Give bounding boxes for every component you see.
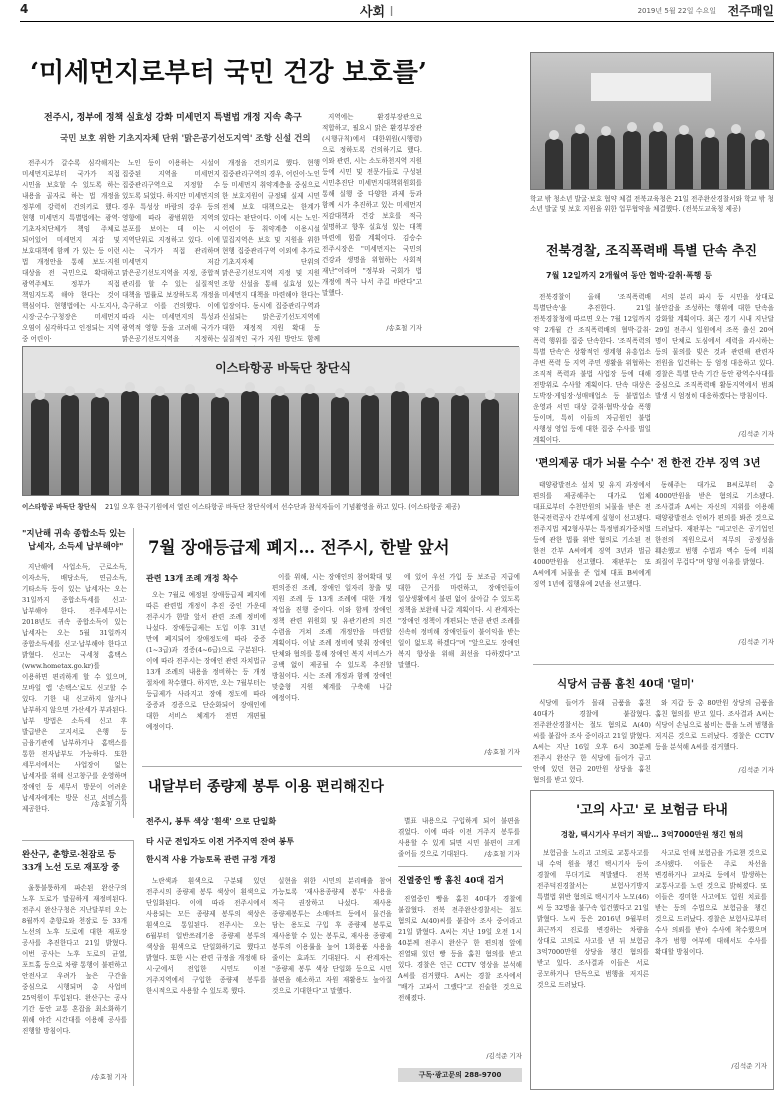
person-silhouette	[597, 135, 615, 189]
main-article-col4: 지역에는 환경부장관으로 적합하고, 필요시 맑은 환경부장관(시행규칙)에서 대한위원(시행령)으로 정하도록 건의하기로 했다. 이와 관련, 시는 소도하천지역 지원 등에 시민 및 전문가들로 구성된 시민추진단 미세먼지대책위원회를 통해 실행 중 다양한 과제 등과 함께 시가 추진하고 있는 미세먼지 저감대책과 건강 보호를 적극 설명하고 향후 실효성 있는 대책 마련에 힘쓸 계획이다. 김승수 전주시장은 "미세먼지는 국민의 건강과 생명을 위협하는 사회적 재난"이라며 "정부와 국회가 법 개정에 적극 나서 주길 바란다"고 말했다.	[322, 113, 422, 297]
tax-box-byline: /송효철 기자	[91, 800, 127, 808]
restaurant-col2: 와 지갑 등 총 80만원 상당의 금품을 훔친 혐의를 받고 있다. 조사결과 A씨는 식당이 손님으로 붐비는 틈을 노려 범행을 저지른 것으로 드러났다. 경찰은 CCTV 등을 분석해 A씨를 검거했다.	[655, 699, 774, 751]
road-box-byline: /송효철 기자	[91, 1073, 127, 1081]
person-silhouette	[623, 131, 641, 189]
disability-col3: 에 있어 우선 가입 등 보조금 지급에 대한 근거를 마련하고, 장애인들이 일상생활에서 불편 없이 살아갈 수 있도록 정책을 보완해 나갈 계획이다. 시 관계자는 "장애인 정책이 개편되는 만큼 관련 조례를 신속히 정비해 장애인들이 불이익을 받는 일이 없도록 하겠다"며 "앞으로도 장애인 복지 향상을 위해 최선을 다하겠다"고 말했다.	[398, 573, 520, 669]
person-silhouette	[675, 134, 693, 189]
subscription-ad: 구독·광고문의 288-9700	[398, 1068, 522, 1082]
bread-theft-wrap	[398, 894, 522, 1066]
person-silhouette	[151, 395, 169, 495]
person-silhouette	[727, 133, 745, 189]
bribery-headline: '편의제공 대가 뇌물 수수' 전 한전 간부 징역 3년	[535, 457, 761, 469]
restaurant-byline: /김석준 기자	[738, 766, 774, 774]
garbage-byline: /송효철 기자	[484, 850, 520, 858]
photo-banner-text: 이스타항공 바둑단 창단식	[215, 361, 351, 375]
divider	[533, 444, 774, 445]
insurance-headline: '고의 사고' 로 보험금 타내	[576, 803, 728, 818]
person-silhouette	[211, 397, 229, 495]
person-silhouette	[91, 397, 109, 495]
police-col2: 서의 분리 파시 등 시민을 상대로 불안감을 조성하는 행위에 대한 단속을 강화할 계획이다. 최근 경기 시내 지난달 29일 전주시 일원에서 조폭 출신 20여 명이 단체로 도심에서 세력을 과시하는 등의 물의를 빚은 것과 관련해 관련자 전원을 입건하는 등 엄정 대응하고 있다. 경찰은 특별 단속 기간 동안 광역수사대를 중심으로 조직폭력배 활동지역에서 범죄 발생 시 엄정히 대응하겠다는 방침이다.	[655, 293, 774, 400]
person-silhouette	[649, 131, 667, 189]
disability-subhead: 관련 13개 조례 개정 착수	[146, 574, 238, 583]
insurance-box	[530, 790, 774, 1090]
main-article-byline: /송효철 기자	[386, 324, 422, 332]
restaurant-headline: 식당서 금품 훔친 40대 '덜미'	[557, 678, 695, 690]
bribery-col1: 태양광발전소 설치 및 유지 과정에서 편의를 제공해주는 대가로 업체 대표로부터 수천만원의 뇌물을 받은 전 한국전력공사 간부에게 실형이 선고됐다. 전주지법 제2형사부는 특정범죄가중처벌 등에 관한 법률 위반 혐의로 기소된 전 한전 간부 A씨에게 징역 3년과 벌금 4000만원을 선고했다. 재판부는 또 A씨에게 뇌물을 준 업체 대표 B씨에게 징역 1년에 집행유예 2년을 선고했다.	[533, 481, 651, 588]
garbage-col2: 실현을 위한 시민의 분리배출 참여 가능토록 '재사용종량제 봉투' 사용을 적극 권장하고 나섰다. 재사용 종량제봉투는 소매마트 등에서 물건을 담는 용도로 구입 후 종량제 봉투로 재사용할 수 있는 봉투로, 재사용 종량제 봉투의 이용률을 높여 1회용품 사용을 줄이는 효과도 기대된다. 시 관계자는 "종량제 봉투 색상 단일화 등으로 시민 불편을 해소하고 자원 재활용도 높아질 것으로 기대한다"고 말했다.	[272, 877, 392, 995]
police-headline: 전북경찰, 조직폭력배 특별 단속 추진	[546, 244, 757, 259]
person-silhouette	[421, 397, 439, 495]
person-silhouette	[451, 395, 469, 495]
garbage-subhead-3: 한시적 사용 가능토록 관련 규정 개정	[146, 855, 276, 864]
garbage-subhead-1: 전주시, 봉투 색상 '흰색' 으로 단일화	[146, 817, 277, 826]
insurance-col2-wrap	[655, 848, 767, 1074]
section-name: 사회 I	[360, 5, 394, 20]
bread-theft-byline: /김석준 기자	[486, 1052, 522, 1060]
garbage-col1: 노란색과 흰색으로 구분돼 있던 전주시의 종량제 봉투 색상이 흰색으로 단일화된다. 이에 따라 전주시에서 사용되는 모든 종량제 봉투의 색상은 흰색으로 통일된다. 전주시는 오는 6월부터 일반쓰레기용 종량제 봉투의 색상을 흰색으로 단일화하기로 했다고 밝혔다. 또한 시는 관련 규정을 개정해 타 시·군에서 전입한 시민도 이전 거주지역에서 구입한 종량제 봉투를 한시적으로 사용할 수 있도록 했다.	[146, 877, 266, 995]
insurance-col1: 보험금을 노리고 고의로 교통사고를 내 수억 원을 챙긴 택시기사 등이 경찰에 무더기로 적발됐다. 전북 전주덕진경찰서는 보험사기방지 특별법 위반 혐의로 택시기사 노모(46)씨 등 32명을 불구속 입건했다고 21일 밝혔다. 노씨 등은 2016년 9월부터 최근까지 진로를 변경하는 차량을 상대로 고의로 사고를 낸 뒤 보험금 3억7000만원 상당을 챙긴 혐의를 받고 있다. 조사결과 이들은 서로 공모하거나 단독으로 범행을 저지른 것으로 드러났다.	[537, 849, 649, 989]
divider	[398, 866, 522, 867]
agreement-photo	[530, 52, 774, 190]
bribery-byline: /김석준 기자	[738, 638, 774, 646]
page-number: 4	[20, 2, 29, 16]
person-silhouette	[31, 399, 49, 495]
agreement-photo-caption: 학교 밖 청소년 발굴·보호 협약 체결 전북교육청은 21일 전주완산경찰서와 학교 밖 청소년 발굴 및 보호 지원을 위한 업무협약을 체결했다. (전북도교육청 제공)	[530, 195, 774, 213]
person-silhouette	[361, 395, 379, 495]
person-silhouette	[121, 391, 139, 495]
police-col1: 전북경찰이 올해 '조직폭력배 특별단속'을 추진한다. 21일 전북경찰청에 따르면 오는 7월 12일까지 약 2개월 간 조직폭력배의 협박·갈취·폭력 행위를 집중 단속한다. '조직폭력의 특별 단속'은 상황적인 생계형 유흥업소 주변 폭력 등 지역 주민 생활을 위협하는 조직적 폭력과 불법 사업장 등에 대해 전방위로 수사할 계획이다. 단속 대상은 도박장·게임장·성매매업소 등 불법업소 운영과 서민 대상 갈취·협박·상습 폭행 등이며, 특히 이들의 자금원인 불법 사행성 영업 등에 대한 집중 수사를 벌일 계획이다.	[533, 293, 651, 444]
police-byline: /김석준 기자	[738, 430, 774, 438]
road-box-text: 울퉁불퉁하게 파손된 완산구의 노후 도로가 말끔하게 재정비된다. 전주시 완산구청은 지난달부터 오는 8월까지 춘향로와 천잠로 등 33개 노선의 노후 도로에 대한 재포장 공사를 추진한다고 21일 밝혔다. 이번 공사는 노후 도로의 균열, 포트홀 등으로 차량 통행이 불편하고 안전사고 우려가 높은 구간을 중심으로 시행되며 총 사업비 25억원이 투입된다. 완산구는 공사 기간 동안 교통 혼잡을 최소화하기 위해 야간 시간대를 이용해 공사를 진행할 방침이다.	[22, 884, 127, 1035]
photo-banner-shape	[591, 73, 711, 101]
police-subhead: 7월 12일까지 2개월여 동안 협박·갈취·폭행 등	[546, 271, 712, 280]
paper-name: 전주매일	[727, 4, 774, 18]
person-silhouette	[545, 139, 563, 189]
main-article-col4-wrap	[322, 112, 422, 338]
garbage-subhead-2: 타 시군 전입자도 이전 거주지역 잔여 봉투	[146, 837, 295, 846]
restaurant-col1: 식당에 들어가 몰래 금품을 훔친 40대가 경찰에 붙잡혔다. 전주완산경찰서는 절도 혐의로 A(40)씨를 붙잡아 조사 중이라고 21일 밝혔다. A씨는 지난 16일 오후 6시 30분께 전주시 완산구 한 식당에 들어가 금고 안에 있던 현금 20만원 상당을 훔친 혐의를 받고 있다.	[533, 699, 651, 784]
baduk-team-photo	[22, 346, 519, 496]
insurance-byline: /김석준 기자	[731, 1062, 767, 1070]
disability-col2: 이를 위해, 시는 장애인의 참여확대 및 편의증진 조례, 장애인 일자리 창출 및 지원 조례 등 13개 조례에 대한 개정 작업을 진행 중이다. 이와 함께 장애인 정책 관련 위원회 및 유관기관의 의견 수렴을 거쳐 조례 개정안을 마련할 계획이다. 이날 조례 정비에 맞춰 장애인 단체와 협의를 통해 장애인 복지 서비스가 공백 없이 제공될 수 있도록 추진할 방침이다. 시는 조례 개정과 함께 장애인 맞춤형 지원 체계를 구축해 나갈 예정이다.	[272, 573, 392, 702]
person-silhouette	[481, 399, 499, 495]
tax-box-text: 지난해에 사업소득, 근로소득, 이자소득, 배당소득, 연금소득, 기타소득 등이 있는 납세자는 오는 31일까지 종합소득세를 신고·납부해야 한다. 전주세무서는 2018년도 귀속 종합소득이 있는 납세자는 오는 5월 31일까지 종합소득세를 신고·납부해야 한다고 밝혔다. 신고는 국세청 홈택스(www.hometax.go.kr)를 이용하면 편리하게 할 수 있으며, 모바일 앱 '손택스'로도 신고할 수 있다. 기한 내 신고하지 않거나 납부하지 않으면 가산세가 부과된다. 납부 방법은 소득세 신고 후 발급받은 고지서로 은행 등 금융기관에 납부하거나 홈택스를 통한 전자납부도 가능하다. 또한 세무서에서는 사업장이 없는 납세자를 위해 신고창구를 운영하며 장애인 등 세무서 방문이 어려운 납세자에게는 방문 신고 서비스를 제공한다.	[22, 563, 127, 813]
road-box	[22, 840, 134, 1086]
person-silhouette	[271, 395, 289, 495]
main-article-col3: 개정을 건의키로 했다. 현행 집중관리구역의 경우, 어린이·노인 등 미세먼지 취약계층을 중심으로 한 보호지원이 규정돼 실제 시민 전체 보호 대책으로는 한계가 있다는 판단이다. 이에 시는 노인·어린이 등 취약계층 이용시설 밀집지역은 보호 및 지원을 위한 현행 집중관리구역 이외에 추가로 기초지자체 단위의 맑은공기선도지역 지정 및 지원 조항 신설을 통해 실효성 있는 미세먼지 대책을 마련해야 한다는 입장이다. 동시에 집중관리구역과 신설되는 맑은공기선도지역에 대한 재정적 지원 확대 등 실질적인 국가 지원 방안도 함께	[222, 159, 320, 343]
insurance-subhead: 경찰, 택시기사 무더기 적발… 3억7000만원 챙긴 혐의	[560, 830, 744, 839]
main-headline: ‘미세먼지로부터 국민 건강 보호를’	[30, 58, 427, 88]
issue-date: 2019년 5월 22일 수요일	[637, 7, 716, 15]
main-subhead-2: 국민 보호 위한 기초지자체 단위 '맑은공기선도지역' 조항 신설 건의	[60, 134, 311, 144]
main-article-col2: 노인 등이 이용하는 시설이 집중된 지역을 미세먼지 집중관리구역으로 지정할 수 있도록 되었다. 하지만 미세먼지의 경우 특성상 바람의 강우 등의 영향에 따라 광범위한 지역의 분포를 보이는 데 이는 시 지역단위로 지정하고 있다. 이에 시는 국가가 직접 관리하며 미세먼지 저감 맑은공기선도지역을 지정, 종합적 관리를 할 수 있는 실질적인 대책을 법률로 보장하도록 개정을 촉구하고 이를 건의했다. 이에 따라 시는 미세먼지의 특성과 광역적 영향 등을 고려해 국가가 맑은공기선도지역을 지정하는	[122, 159, 220, 343]
tax-box-title-2: 납세자, 소득세 납부해야"	[28, 542, 124, 552]
divider	[142, 766, 522, 767]
page-header	[20, 0, 774, 22]
main-article-col1: 전주시가 갈수록 심각해지는 미세먼지로부터 국가가 직접 시민을 보호할 수 있도록 하는 내용을 골자로 하는 법 개정을 정부에 강력히 건의키로 했다. 현행 미세먼지 특별법에는 광역·기초자치단체가 책임 주체로 되어있어 미세먼지 저감 및 보호대책에 함께 가 있는 등 이런 법 개정안을 통해 보도·지원 대상을 전 국민으로 확대하고 광역주체도 정부가 직접 책임지도록 해야 한다는 것이 핵심이다. 현행법에는 시·도지사, 시장·군수·구청장은 미세먼지 오염이 심각하다고 인정되는 지역 중 어린이·	[22, 159, 120, 343]
road-box-title-1: 완산구, 춘향로·천잠로 등	[22, 850, 116, 860]
disability-col1: 오는 7월로 예정된 장애등급제 폐지에 따른 관련법 개정이 추진 중인 가운데 전주시가 한발 앞서 관련 조례 정비에 나섰다. 장애등급제는 도입 이후 31년 만에 폐지되어 장애정도에 따라 중증(1~3급)과 경증(4~6급)으로 구분된다. 이에 따라 전주시는 장애인 관련 자치법규 13개 조례의 내용을 정비하는 등 개정 절차에 착수했다. 하지만, 오는 7월부터는 등급제가 사라지고 장애 정도에 따라 중증과 경증으로 단순화되어 장애인에 대한 서비스 체계가 전면 개편될 예정이다.	[146, 591, 266, 731]
bread-theft-text: 진열중인 빵을 훔친 40대가 경찰에 붙잡혔다. 전북 전주완산경찰서는 절도 혐의로 A(40)씨를 붙잡아 조사 중이라고 21일 밝혔다. A씨는 지난 19일 오전 1시 40분께 전주시 완산구 한 편의점 앞에 진열돼 있던 빵 등을 훔친 혐의를 받고 있다. 경찰은 인근 CCTV 영상을 분석해 A씨를 검거했다. A씨는 경찰 조사에서 "배가 고파서 그랬다"고 진술한 것으로 전해졌다.	[398, 895, 522, 1002]
insurance-columns	[537, 848, 767, 1074]
disability-byline: /송효철 기자	[484, 748, 520, 756]
person-silhouette	[331, 397, 349, 495]
person-silhouette	[751, 139, 769, 189]
garbage-col3: 별표 내용으로 구입하게 되어 불편을 겪었다. 이에 따라 이전 거주지 봉투를 사용할 수 있게 되면 시민 불편이 크게 줄어들 것으로 기대된다.	[398, 817, 520, 858]
person-silhouette	[391, 391, 409, 495]
person-silhouette	[701, 137, 719, 189]
garbage-col3-wrap	[398, 816, 520, 862]
disability-headline: 7월 장애등급제 폐지… 전주시, 한발 앞서	[148, 538, 450, 557]
main-subhead-1: 전주시, 정부에 정책 실효성 강화 미세먼지 특별법 개정 지속 촉구	[44, 113, 302, 123]
person-silhouette	[571, 133, 589, 189]
disability-col3-wrap	[398, 572, 520, 760]
bread-theft-headline: 진열중인 빵 훔친 40대 검거	[398, 876, 504, 886]
divider	[533, 664, 774, 665]
bribery-col2: 동해주는 대가로 B씨로부터 총 4000만원을 받은 혐의로 기소됐다. 조사결과 A씨는 자신의 지위를 이용해 태양광발전소 인허가 편의를 봐준 것으로 드러났다. 재판부는 "피고인은 공기업인 한전의 직원으로서 직무의 공정성을 훼손했고 범행 수법과 액수 등에 비춰 죄질이 무겁다"며 양형 이유를 밝혔다.	[655, 481, 774, 566]
tax-box-title-1: "지난해 귀속 종합소득 있는	[22, 529, 126, 539]
person-silhouette	[241, 391, 259, 495]
police-col2-wrap	[655, 292, 774, 442]
person-silhouette	[301, 393, 319, 495]
tax-box	[22, 528, 134, 818]
person-silhouette	[181, 393, 199, 495]
garbage-headline: 내달부터 종량제 봉투 이용 편리해진다	[148, 779, 384, 795]
insurance-col2: 사고로 인해 보험금을 가로챈 것으로 조사됐다. 이들은 주로 차선을 변경하거나 교차로 등에서 발생하는 교통사고를 노린 것으로 밝혀졌다. 또 이들은 경미한 사고에도 입원 치료를 받는 등의 수법으로 보험금을 챙긴 것으로 드러났다. 경찰은 보험사로부터 수사 의뢰를 받아 수사에 착수했으며 추가 범행 여부에 대해서도 수사를 확대할 방침이다.	[655, 849, 767, 956]
road-box-title-2: 33개 노선 도로 재포장 중	[22, 863, 120, 873]
baduk-photo-caption: 이스타항공 바둑단 창단식 21일 오후 한국기원에서 열린 이스타항공 바둑단 창단식에서 선수단과 참석자들이 기념촬영을 하고 있다. (이스타항공 제공)	[22, 503, 461, 511]
person-silhouette	[61, 395, 79, 495]
bribery-col2-wrap	[655, 480, 774, 658]
restaurant-col2-wrap	[655, 698, 774, 778]
